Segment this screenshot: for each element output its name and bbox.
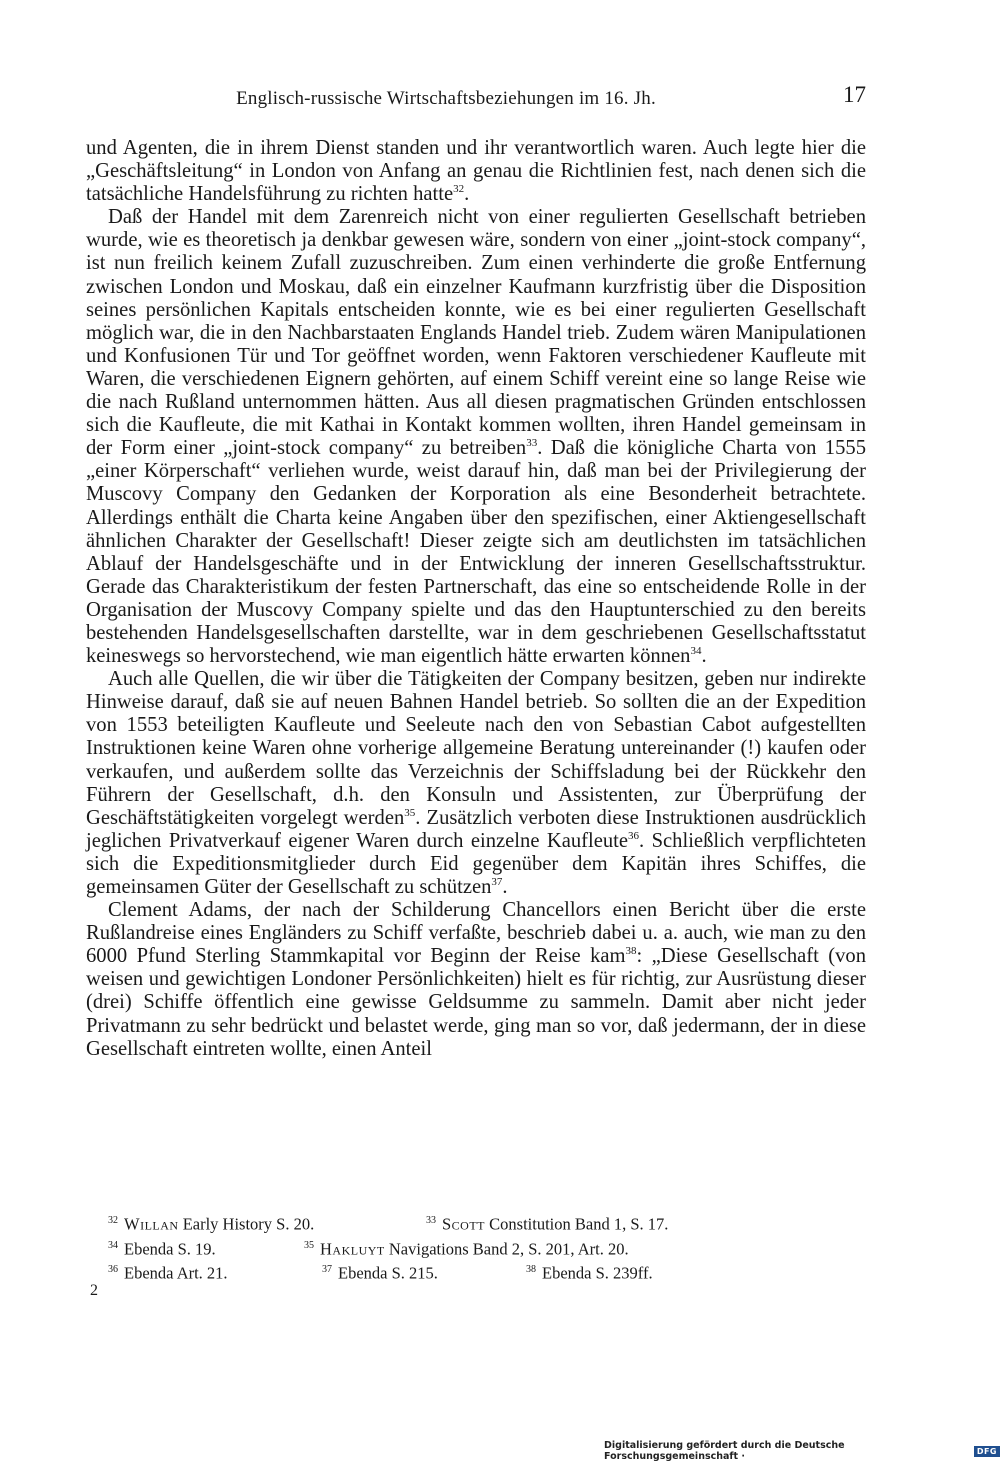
- paragraph: [86, 206, 866, 668]
- text-run: Daß der Handel mit dem Zarenreich nicht von einer regulierten Gesellschaft betrieben wurde, wie es theoretisch ja denkbar gewesen wäre, sondern von einer „joint-stock company“, ist nun freilich keinem Zufall zuzuschreiben. Zum einen verhinderte die große Entfernung zwischen London und Moskau, daß ein einzelner Kaufmann kurzfristig über die Disposition seines persönlichen Kapitals entscheiden konnte, wie es bei einer regulierten Gesellschaft möglich war, die in den Nachbarstaaten Englands Handel trieb. Zudem wären Manipulationen und Konfusionen Tür und Tor geöffnet worden, wenn Faktoren verschiedener Kaufleute mit Waren, die verschiedenen Eignern gehörten, auf einem Schiff vereint eine so lange Reise wie die nach Rußland unternommen hätten. Aus all diesen pragmatischen Gründen entschlossen sich die Kaufleute, die mit Kathai in Kontakt kommen wollten, ihren Handel gemeinsam in der Form einer „joint-stock company“ zu betreiben: [86, 206, 866, 460]
- text-run: Auch alle Quellen, die wir über die Tätigkeiten der Company besitzen, geben nur indirekte Hinweise darauf, daß sie auf neuen Bahnen Handel betrieb. So sollten die an der Expedition von 1553 beteiligten Kaufleute und Seeleute nach den von Sebastian Cabot aufgestellten Instruktionen keine Waren ohne vorherige allgemeine Beratung untereinander (!) kaufen oder verkaufen, und außerdem sollte das Verzeichnis der Schiffsladung bei der Rückkehr den Führern der Gesellschaft, d.h. den Konsuln und Assistenten, zur Überprüfung der Geschäftstätigkeiten vorgelegt werden: [86, 668, 866, 829]
- text-run: Clement Adams, der nach der Schilderung Chancellors einen Bericht über die erste Rußlandreise eines Engländers zu Schiff verfaßte, beschrieb dabei u. a. auch, wie man zu den 6000 Pfund Sterling Stammkapital vor Beginn der Reise kam: [86, 899, 866, 968]
- text-run: . Zusätzlich verboten diese Instruktionen ausdrücklich jeglichen Privatverkauf eigener Waren durch einzelne Kaufleute: [86, 806, 866, 852]
- footnote-row: [108, 1259, 828, 1284]
- text-run: .: [464, 183, 470, 206]
- text-run: . Schließlich verpflichteten sich die Expeditionsmitglieder durch Eid gegenüber dem Kapitän ihres Schiffes, die gemeinsamen Güter der Gesellschaft zu schützen: [86, 829, 866, 898]
- footnote-row: [108, 1235, 828, 1260]
- page-number: 17: [843, 82, 866, 107]
- footnote-reference: 35: [404, 806, 416, 819]
- text-run: . Daß die königliche Charta von 1555 „einer Körperschaft“ verliehen wurde, weist darauf hin, daß man bei der Privilegierung der Muscovy Company den Gedanken der Korporation als eine Besonderheit betrachtete. Allerdings enthält die Charta keine Angaben über den spezifischen, einer Aktiengesellschaft ähnlichen Charakter der Gesellschaft! Dieser zeigte sich am deutlichsten im tatsächlichen Ablauf der Handelsgeschäfte und in der Entwicklung der inneren Gesellschaftsstruktur. Gerade das Charakteristikum der festen Partnerschaft, das eine so entscheidende Rolle in der Organisation der Muscovy Company spielte und das den Hauptunterschied zu den bereits bestehenden Handelsgesellschaften darstellte, war in dem geschriebenen Gesellschaftsstatut keineswegs so hervorstechend, wie man eigentlich hätte erwarten können: [86, 437, 866, 668]
- footnote-32: $^{32}$ Willan Early History S. 20.: [108, 1214, 315, 1234]
- body-text: [86, 137, 866, 1061]
- footnote-reference: 38: [625, 945, 637, 958]
- paragraph: [86, 668, 866, 899]
- text-run: .: [701, 645, 707, 668]
- paragraph: [86, 137, 866, 206]
- running-title: Englisch-russische Wirtschaftsbeziehungen im 16. Jh.: [236, 88, 656, 109]
- dfg-notice-text: Digitalisierung gefördert durch die Deutsche Forschungsgemeinschaft ·: [604, 1440, 845, 1462]
- text-run: und Agenten, die in ihrem Dienst standen und ihr verantwortlich waren. Auch legte hier die „Geschäftsleitung“ in London von Anfang an genau die Richtlinien fest, nach denen sich die tatsächliche Handelsführung zu richten hatte: [86, 137, 866, 206]
- footnote-35: $^{35}$ Hakluyt Navigations Band 2, S. 201, Art. 20.: [304, 1239, 629, 1258]
- footnote-36: $^{36}$ Ebenda Art. 21.: [108, 1263, 228, 1283]
- dfg-notice: [604, 1440, 1000, 1462]
- signature-mark: 2: [90, 1282, 98, 1299]
- footnote-reference: 32: [453, 183, 465, 196]
- text-run: .: [502, 876, 508, 898]
- footnote-34: $^{34}$ Ebenda S. 19.: [108, 1239, 216, 1258]
- footnotes: [108, 1210, 828, 1284]
- footnote-38: $^{38}$ Ebenda S. 239ff.: [526, 1263, 653, 1283]
- footnote-reference: 37: [491, 876, 503, 889]
- paragraph: [86, 899, 866, 1061]
- footnote-33: $^{33}$ Scott Constitution Band 1, S. 17.: [426, 1214, 669, 1234]
- footnote-37: $^{37}$ Ebenda S. 215.: [322, 1263, 438, 1283]
- dfg-logo-icon: DFG: [974, 1446, 1000, 1457]
- footnote-row: [108, 1210, 828, 1235]
- text-run: : „Diese Gesellschaft (von weisen und gewichtigen Londoner Persönlichkeiten) hielt es für richtig, zur Ausrüstung dieser (drei) Schiffe öffentlich eine gewisse Geldsumme zu sammeln. Damit aber nicht jeder Privatmann zu sehr bedrückt und belastet werde, ging man so vor, daß jedermann, der in diese Gesellschaft eintreten wollte, einen Anteil: [86, 945, 866, 1060]
- footnote-reference: 34: [690, 645, 702, 658]
- footnote-reference: 36: [628, 829, 640, 842]
- running-header: [86, 82, 866, 118]
- footnote-reference: 33: [526, 437, 538, 450]
